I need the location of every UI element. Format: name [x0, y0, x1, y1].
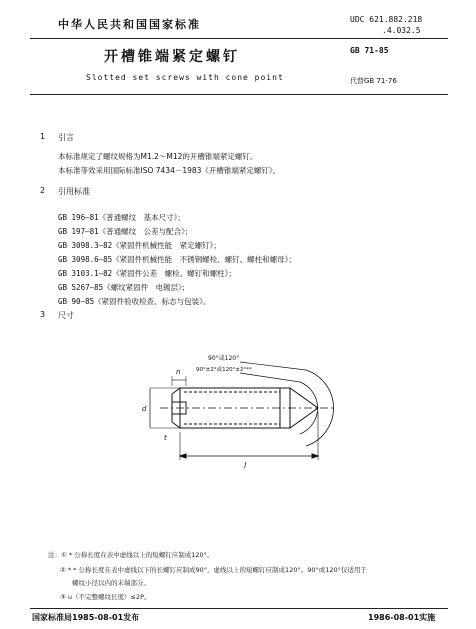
angle-label-primary: 90°或120° — [208, 355, 240, 362]
udc-code — [350, 14, 422, 36]
section-1-paragraph: 本标准等效采用国际标准ISO 7434－1983《开槽锥端紧定螺钉》。 — [58, 166, 281, 175]
section-1-title: 引言 — [58, 133, 74, 142]
udc-line-1: UDC 621.882.218 — [350, 15, 423, 24]
english-title: Slotted set screws with cone point — [86, 73, 284, 82]
note-text: u（不完整螺纹长度）≤2P。 — [67, 593, 151, 601]
reference-title: 《紧固件机械性能 不锈钢螺栓、螺钉、螺柱和螺母》； — [112, 255, 296, 264]
screw-dimension-figure — [140, 340, 350, 490]
note-text: * * 公称长度在表中虚线以下的长螺钉应制成90°，虚线以上的短螺钉应制成120°。90°或120°仅适用于 — [67, 566, 367, 574]
note-line — [60, 592, 151, 601]
reference-title: 《紧固件机械性能 紧定螺钉》； — [112, 241, 221, 250]
reference-code: GB 197—81 — [58, 227, 99, 236]
reference-code: GB 90—85 — [58, 297, 95, 306]
reference-item — [58, 289, 210, 308]
reference-code: GB 5267—85 — [58, 283, 104, 292]
reference-title: 《螺纹紧固件 电镀层》； — [103, 283, 190, 292]
reference-title: 《紧固件验收检查、标志与包装》。 — [94, 297, 211, 306]
dimension-d-label: d — [142, 405, 147, 413]
section-1-number: 1 — [40, 132, 46, 141]
reference-title: 《紧固件公差 螺栓、螺钉和螺柱》； — [112, 269, 236, 278]
note-text: 螺纹小径以内的末端部分。 — [72, 579, 150, 587]
note-marker: 注：① — [48, 551, 67, 559]
reference-code: GB 3098.6—85 — [58, 255, 113, 264]
issue-date: 国家标准局1985-08-01发布 — [32, 613, 140, 622]
reference-title: 《普通螺纹 公差与配合》； — [98, 227, 193, 236]
reference-code: GB 3098.3—82 — [58, 241, 113, 250]
note-marker: ③ — [60, 593, 66, 601]
udc-line-2: .4.032.5 — [382, 26, 421, 35]
section-2-number: 2 — [40, 186, 46, 195]
title-rule — [30, 94, 448, 95]
note-marker: ② — [60, 566, 66, 574]
note-line — [60, 565, 367, 574]
footer-rule — [30, 608, 448, 609]
note-line — [72, 578, 150, 587]
header-rule — [30, 38, 448, 39]
section-2-title: 引用标准 — [58, 187, 90, 196]
issuer-title: 中华人民共和国国家标准 — [58, 18, 201, 31]
reference-title: 《普通螺纹 基本尺寸》； — [98, 213, 185, 222]
note-line — [48, 550, 213, 559]
standard-number: GB 71-85 — [350, 46, 389, 55]
effective-date: 1986-08-01实施 — [368, 613, 436, 622]
note-text: * 公称长度在表中虚线以上的短螺钉应制成120°。 — [68, 551, 214, 559]
section-3-title: 尺寸 — [58, 311, 74, 320]
angle-label-tolerance: 90°±2°或120°±2°** — [196, 367, 252, 373]
dimension-t-label: t — [164, 434, 167, 442]
replaces-note: 代替GB 71-76 — [350, 77, 397, 85]
reference-code: GB 3103.1—82 — [58, 269, 113, 278]
section-3-number: 3 — [40, 310, 46, 319]
standard-title: 开槽锥端紧定螺钉 — [104, 49, 240, 65]
dimension-l-label: l — [244, 461, 247, 470]
dimension-n-label: n — [176, 368, 181, 376]
section-1-paragraph: 本标准规定了螺纹规格为M1.2～M12的开槽锥端紧定螺钉。 — [58, 152, 258, 161]
reference-code: GB 196—81 — [58, 213, 99, 222]
